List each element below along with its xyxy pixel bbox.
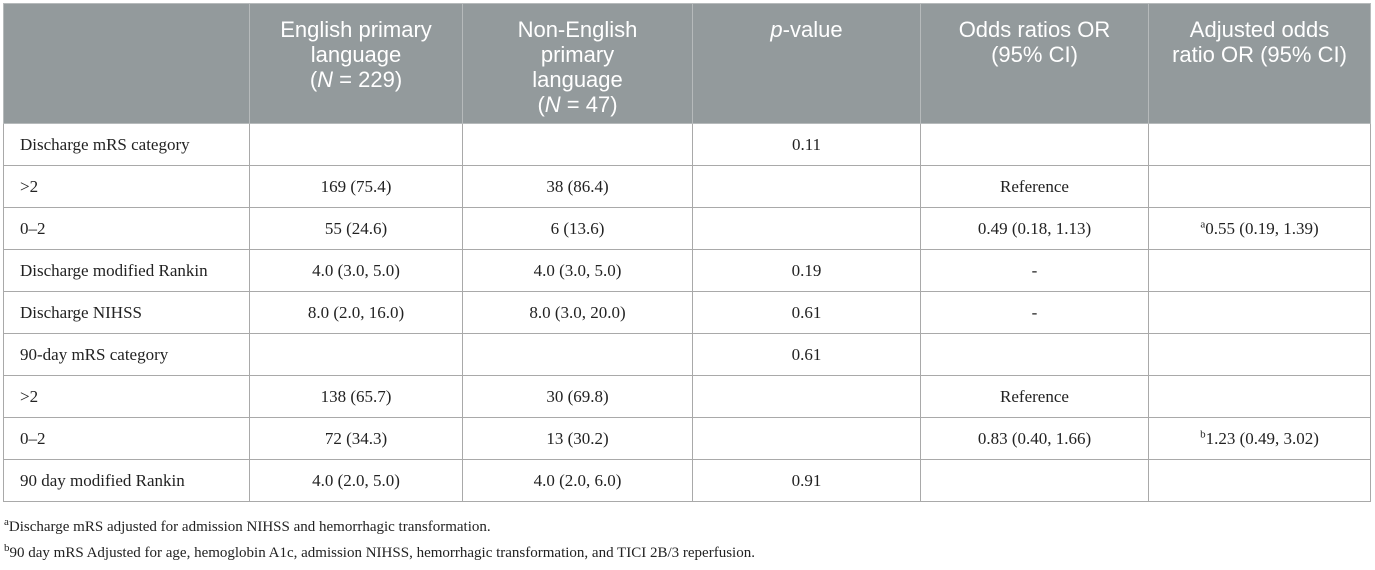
cell-adjusted-odds-ratio	[1149, 334, 1371, 376]
row-label: 0–2	[4, 418, 250, 460]
cell-english: 138 (65.7)	[250, 376, 463, 418]
cell-non-english: 8.0 (3.0, 20.0)	[463, 292, 693, 334]
header-non-english-n: N	[544, 92, 561, 117]
cell-odds-ratio	[921, 460, 1149, 502]
cell-adjusted-odds-ratio	[1149, 292, 1371, 334]
header-adjusted-odds-ratio	[1149, 4, 1371, 124]
header-english-count: = 229)	[333, 67, 403, 92]
header-english-line1: English primary	[280, 17, 432, 42]
header-non-english-line1: Non-English	[517, 17, 638, 42]
header-english-line2: language	[310, 42, 402, 67]
footnote-a-text: Discharge mRS adjusted for admission NIHSS and hemorrhagic transformation.	[8, 519, 491, 535]
header-p-italic: p	[770, 17, 783, 42]
adjusted-odds-ratio-value: 0.55 (0.19, 1.39)	[1205, 218, 1319, 238]
cell-p-value: 0.19	[693, 250, 921, 292]
cell-non-english: 4.0 (3.0, 5.0)	[463, 250, 693, 292]
cell-english: 8.0 (2.0, 16.0)	[250, 292, 463, 334]
table-row	[4, 334, 1371, 376]
cell-odds-ratio: Reference	[921, 376, 1149, 418]
footnote-a-mark: a	[4, 516, 9, 528]
table-row	[4, 376, 1371, 418]
cell-adjusted-odds-ratio	[1149, 460, 1371, 502]
cell-odds-ratio: 0.83 (0.40, 1.66)	[921, 418, 1149, 460]
cell-english: 169 (75.4)	[250, 166, 463, 208]
cell-p-value: 0.61	[693, 292, 921, 334]
cell-odds-ratio: -	[921, 292, 1149, 334]
cell-p-value: 0.11	[693, 124, 921, 166]
row-label: 90-day mRS category	[4, 334, 250, 376]
header-non-english-count: = 47)	[560, 92, 618, 117]
header-non-english	[463, 4, 693, 124]
header-or-line2: (95% CI)	[991, 42, 1078, 67]
cell-p-value	[693, 418, 921, 460]
header-p-value	[693, 4, 921, 124]
cell-english: 55 (24.6)	[250, 208, 463, 250]
header-aor-line1: Adjusted odds	[1189, 17, 1330, 42]
row-label: >2	[4, 166, 250, 208]
footnote-b-mark: b	[4, 542, 10, 554]
cell-english	[250, 334, 463, 376]
cell-p-value: 0.91	[693, 460, 921, 502]
footnote-ref: b	[1200, 427, 1206, 440]
header-odds-ratio	[921, 4, 1149, 124]
table-row	[4, 166, 1371, 208]
header-empty-cell	[4, 4, 250, 124]
cell-p-value: 0.61	[693, 334, 921, 376]
row-label: Discharge mRS category	[4, 124, 250, 166]
table-body	[4, 124, 1371, 502]
cell-english: 4.0 (2.0, 5.0)	[250, 460, 463, 502]
header-english-n: N	[317, 67, 334, 92]
row-label: 0–2	[4, 208, 250, 250]
footnote-b	[4, 544, 755, 562]
cell-non-english	[463, 334, 693, 376]
cell-adjusted-odds-ratio	[1149, 418, 1371, 460]
header-english	[250, 4, 463, 124]
header-english-paren: (	[309, 67, 318, 92]
cell-adjusted-odds-ratio	[1149, 250, 1371, 292]
results-table	[3, 3, 1371, 502]
cell-english: 72 (34.3)	[250, 418, 463, 460]
table-header	[4, 4, 1371, 124]
cell-p-value	[693, 376, 921, 418]
cell-non-english: 38 (86.4)	[463, 166, 693, 208]
cell-adjusted-odds-ratio	[1149, 208, 1371, 250]
cell-odds-ratio: 0.49 (0.18, 1.13)	[921, 208, 1149, 250]
cell-adjusted-odds-ratio	[1149, 124, 1371, 166]
cell-non-english: 13 (30.2)	[463, 418, 693, 460]
header-or-line1: Odds ratios OR	[958, 17, 1111, 42]
cell-odds-ratio	[921, 124, 1149, 166]
cell-odds-ratio	[921, 334, 1149, 376]
cell-p-value	[693, 208, 921, 250]
table-row	[4, 292, 1371, 334]
row-label: Discharge modified Rankin	[4, 250, 250, 292]
table-row	[4, 124, 1371, 166]
cell-odds-ratio: -	[921, 250, 1149, 292]
cell-english	[250, 124, 463, 166]
table-row	[4, 460, 1371, 502]
header-row	[4, 4, 1371, 124]
header-non-english-line3: language	[532, 67, 623, 92]
footnote-ref: a	[1200, 217, 1206, 230]
adjusted-odds-ratio-value: 1.23 (0.49, 3.02)	[1205, 428, 1319, 448]
cell-adjusted-odds-ratio	[1149, 166, 1371, 208]
row-label: 90 day modified Rankin	[4, 460, 250, 502]
cell-english: 4.0 (3.0, 5.0)	[250, 250, 463, 292]
cell-adjusted-odds-ratio	[1149, 376, 1371, 418]
row-label: >2	[4, 376, 250, 418]
header-non-english-paren: (	[537, 92, 545, 117]
cell-non-english: 30 (69.8)	[463, 376, 693, 418]
cell-p-value	[693, 166, 921, 208]
table-row	[4, 208, 1371, 250]
cell-non-english	[463, 124, 693, 166]
table-row	[4, 418, 1371, 460]
header-non-english-line2: primary	[540, 42, 615, 67]
footnote-b-text: 90 day mRS Adjusted for age, hemoglobin A1c, admission NIHSS, hemorrhagic transformation, and TICI 2B/3 reperfusion.	[9, 545, 755, 561]
cell-non-english: 4.0 (2.0, 6.0)	[463, 460, 693, 502]
footnote-a	[4, 518, 491, 536]
header-aor-line2: ratio OR (95% CI)	[1172, 42, 1347, 67]
cell-non-english: 6 (13.6)	[463, 208, 693, 250]
row-label: Discharge NIHSS	[4, 292, 250, 334]
table-row	[4, 250, 1371, 292]
header-p-rest: -value	[782, 17, 843, 42]
cell-odds-ratio: Reference	[921, 166, 1149, 208]
